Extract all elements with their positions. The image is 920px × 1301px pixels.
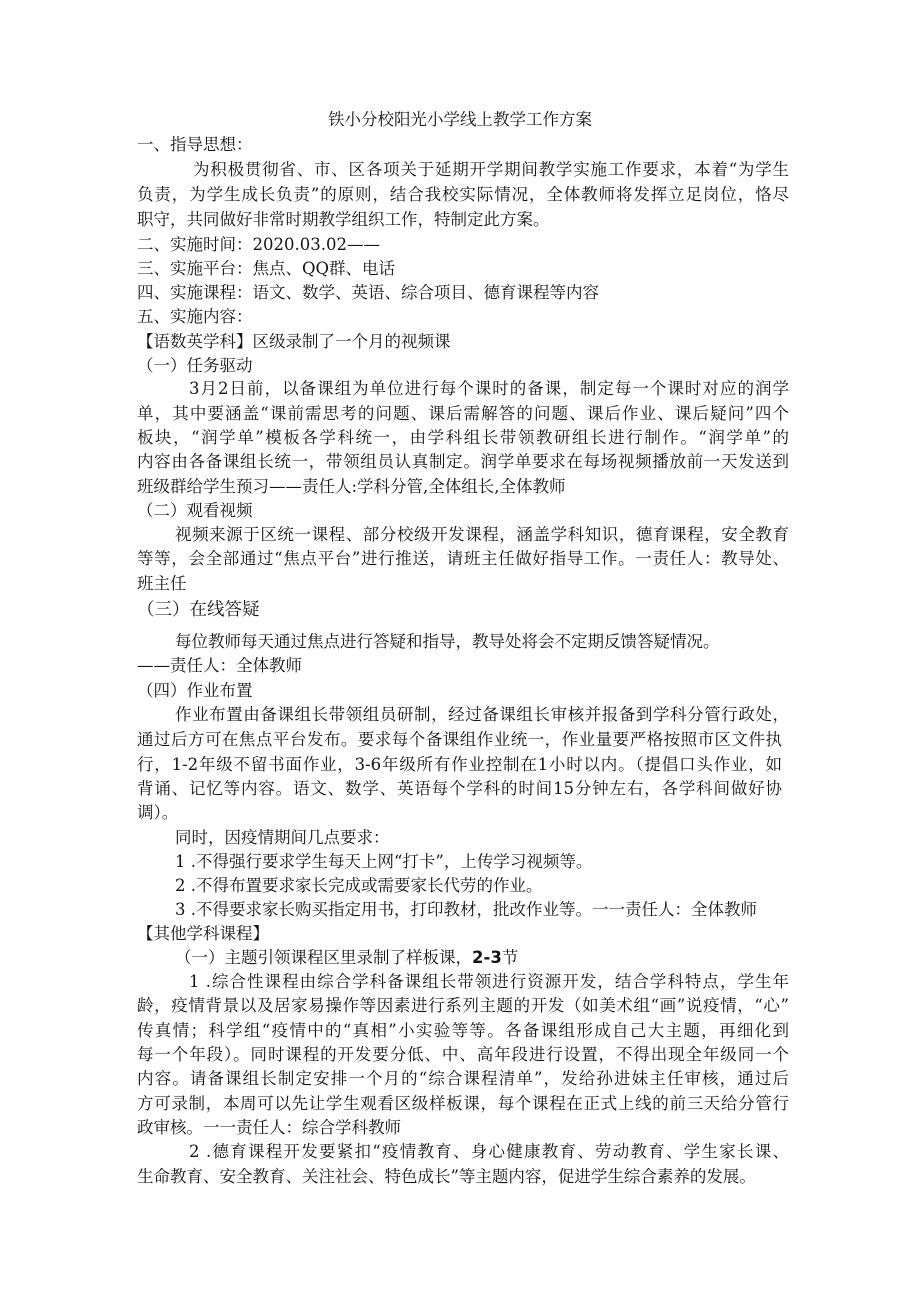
paragraph-line: 每位教师每天通过焦点进行答疑和指导，教导处将会不定期反馈答疑情况。 — [175, 632, 720, 651]
paragraph-line: 班级群给学生预习——责任人:学科分管,全体组长,全体教师 — [137, 477, 566, 496]
paragraph-line: 传真情；科学组“疫情中的“真相”小实验等等。各备课组形成自己大主题，再细化到 — [137, 1021, 789, 1040]
subsection-heading-text: （一）主题引领课程区里录制了样板课， — [175, 948, 472, 967]
paragraph-line: 3月2日前，以备课组为单位进行每个课时的备课，制定每一个课时对应的润学 — [189, 379, 789, 398]
paragraph-line: 为积极贯彻省、市、区各项关于延期开学期间教学实施工作要求，本着“为学生 — [193, 160, 789, 179]
section-heading: 二、实施时间：2020.03.02—— — [137, 235, 380, 254]
paragraph-line: 职守，共同做好非常时期教学组织工作，特制定此方案。 — [137, 210, 550, 229]
list-item: 3 .不得要求家长购买指定用书，打印教材，批改作业等。一一责任人：全体教师 — [175, 900, 757, 919]
list-item: 2 .不得布置要求家长完成或需要家长代劳的作业。 — [175, 876, 543, 895]
subject-heading: 【其他学科课程】 — [137, 924, 269, 943]
paragraph-line: 班主任 — [137, 574, 187, 593]
subsection-heading — [175, 946, 835, 970]
paragraph-line: 视频来源于区统一课程、部分校级开发课程，涵盖学科知识，德育课程，安全教育 — [175, 525, 789, 544]
paragraph-line: 同时，因疫情期间几点要求： — [175, 828, 390, 847]
subsection-heading: （二）观看视频 — [137, 501, 253, 520]
section-heading: 三、实施平台：焦点、QQ群、电话 — [137, 259, 396, 278]
paragraph-line: 板块，“润学单”模板各学科统一，由学科组长带领教研组长进行制作。“润学单”的 — [137, 428, 789, 447]
paragraph-line: 每一个年段）。同时课程的开发要分低、中、高年段进行设置，不得出现全年级同一个 — [137, 1045, 789, 1064]
subsection-heading: （四）作业布置 — [137, 681, 253, 700]
section-heading: 一、指导思想： — [137, 135, 253, 154]
paragraph-line: 作业布置由备课组长带领组员研制，经过备课组长审核并报备到学科分管行政处， — [175, 705, 789, 724]
paragraph-line: 内容。请备课组长制定安排一个月的“综合课程清单”，发给孙进妹主任审核，通过后 — [137, 1069, 789, 1088]
subject-heading: 【语数英学科】区级录制了一个月的视频课 — [137, 332, 451, 351]
lesson-unit: 节 — [501, 948, 519, 967]
paragraph-line: 单，其中要涵盖“课前需思考的问题、课后需解答的问题、课后作业、课后疑问”四个 — [137, 404, 789, 423]
paragraph-line: 行，1-2年级不留书面作业，3-6年级所有作业控制在1小时以内。（提倡口头作业，如 — [137, 755, 782, 774]
subsection-heading: （一）任务驱动 — [137, 356, 253, 375]
section-heading: 五、实施内容： — [137, 307, 253, 326]
paragraph-line: 背诵、记忆等内容。语文、数学、英语每个学科的时间15分钟左右，各学科间做好协 — [137, 779, 782, 798]
paragraph-line: ——责任人：全体教师 — [137, 656, 302, 675]
paragraph-line: 等等，会全部通过“焦点平台”进行推送，请班主任做好指导工作。一责任人：教导处、 — [137, 549, 789, 568]
paragraph-line: 方可录制，本周可以先让学生观看区级样板课，每个课程在正式上线的前三天给分管行 — [137, 1094, 789, 1113]
paragraph-line: 通过后方可在焦点平台发布。要求每个备课组作业统一，作业量要严格按照市区文件执 — [137, 730, 782, 749]
section-heading: 四、实施课程：语文、数学、英语、综合项目、德育课程等内容 — [137, 283, 599, 302]
document-title: 铁小分校阳光小学线上教学工作方案 — [328, 110, 592, 129]
paragraph-line: 调）。 — [137, 803, 179, 822]
paragraph-line: 龄，疫情背景以及居家易操作等因素进行系列主题的开发（如美术组“画”说疫情，“心” — [137, 996, 789, 1015]
paragraph-line: 生命教育、安全教育、关注社会、特色成长”等主题内容，促进学生综合素养的发展。 — [137, 1167, 756, 1186]
lesson-count: 2-3 — [472, 948, 502, 967]
subsection-heading: （三）在线答疑 — [137, 600, 260, 620]
list-item: 1 .综合性课程由综合学科备课组长带领进行资源开发，结合学科特点，学生年 — [189, 972, 789, 991]
paragraph-line: 政审核。一一责任人：综合学科教师 — [137, 1118, 401, 1137]
list-item: 1 .不得强行要求学生每天上网“打卡”，上传学习视频等。 — [175, 852, 593, 871]
list-item: 2 .德育课程开发要紧扣“疫情教育、身心健康教育、劳动教育、学生家长课、 — [189, 1142, 789, 1161]
paragraph-line: 负责，为学生成长负责”的原则，结合我校实际情况，全体教师将发挥立足岗位，恪尽 — [137, 185, 789, 204]
paragraph-line: 内容由各备课组长统一，带领组员认真制定。润学单要求在每场视频播放前一天发送到 — [137, 452, 789, 471]
